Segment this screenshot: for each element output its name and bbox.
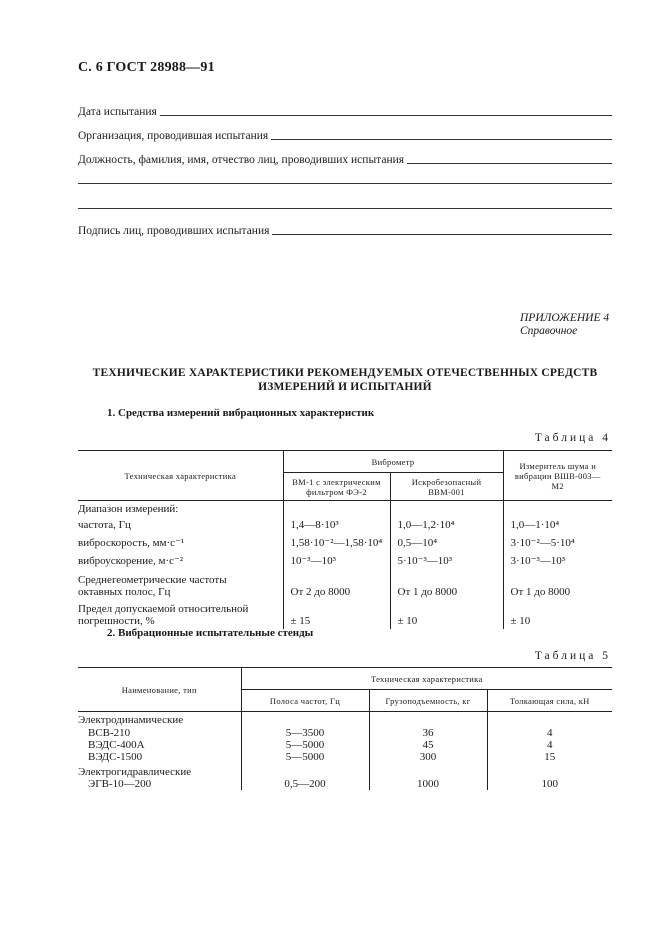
- t5-cell-freq: 5—5000: [241, 739, 369, 751]
- t5-group-label: Электрогидравлические: [78, 765, 192, 778]
- appendix-block: [520, 312, 609, 338]
- t4-cell-vbm: 1,0—1,2·10⁴: [390, 516, 503, 534]
- table-4-caption: Таблица 4: [534, 432, 611, 444]
- t4-cell-vshv: 3·10⁻²—5·10⁴: [503, 534, 612, 552]
- t4-cell-vbm: 5·10⁻³—10³: [390, 552, 503, 570]
- t4-cell-vm1: 1,4—8·10³: [283, 516, 390, 534]
- t5-cell-force: 15: [487, 751, 612, 763]
- t5-cell-load: 1000: [369, 778, 487, 790]
- t4-head-vbm: Искробезопасный ВВМ-001: [390, 473, 503, 501]
- signature-label: Подпись лиц, проводивших испытания: [78, 225, 270, 237]
- section-1-title: 1. Средства измерений вибрационных характеристик: [107, 407, 375, 419]
- persons-field: [78, 151, 612, 166]
- table-row: [78, 751, 612, 763]
- table-5: [78, 667, 612, 790]
- t5-cell-load: 36: [369, 727, 487, 739]
- t4-cell-vm1: 1,58·10⁻²—1,58·10⁴: [283, 534, 390, 552]
- org-field: [78, 127, 612, 142]
- org-label: Организация, проводившая испытания: [78, 130, 269, 142]
- t5-cell-freq: 5—5000: [241, 751, 369, 763]
- table-row: [78, 727, 612, 739]
- appendix-title: ПРИЛОЖЕНИЕ 4: [520, 312, 610, 324]
- t5-cell-force: 4: [487, 739, 612, 751]
- table-4: [78, 450, 612, 629]
- date-label: Дата испытания: [78, 106, 157, 118]
- t5-cell-freq: 0,5—200: [241, 778, 369, 790]
- table-5-caption: Таблица 5: [534, 650, 611, 662]
- t4-cell-vshv: 3·10⁻³—10³: [503, 552, 612, 570]
- t4-octave-label: Среднегеометрические частоты: [78, 573, 227, 586]
- t5-head-load: Грузоподъемность, кг: [369, 690, 487, 712]
- t4-cell-name: виброскорость, мм·с⁻¹: [78, 536, 185, 549]
- t5-head-group: Техническая характеристика: [241, 668, 612, 690]
- t4-cell-vm1: От 2 до 8000: [283, 570, 390, 598]
- date-line: [160, 115, 612, 116]
- t5-cell-load: 45: [369, 739, 487, 751]
- t4-cell-vbm: ± 10: [390, 598, 503, 629]
- table-row: [78, 552, 612, 570]
- t5-group-label: Электродинамические: [78, 714, 184, 726]
- t4-cell-name: виброускорение, м·с⁻²: [78, 554, 184, 567]
- t5-head-force: Толкающая сила, кН: [487, 690, 612, 712]
- t5-head-name: Наименование, тип: [78, 668, 241, 712]
- t5-cell-name: ВСВ-210: [88, 726, 131, 739]
- date-field: [78, 103, 612, 118]
- t4-error-label: Предел допускаемой относительной: [78, 602, 249, 615]
- appendix-subtitle: Справочное: [520, 325, 578, 337]
- t4-head-vm1: ВМ-1 с электрическим фильтром ФЭ-2: [283, 473, 390, 501]
- t5-cell-name: ВЭДС-400А: [88, 738, 145, 751]
- main-title: ТЕХНИЧЕСКИЕ ХАРАКТЕРИСТИКИ РЕКОМЕНДУЕМЫХ ОТЕЧЕСТВЕННЫХ СРЕДСТВ ИЗМЕРЕНИЙ И ИСПЫТАНИЙ: [92, 367, 598, 393]
- t4-error-label: погрешности, %: [78, 614, 155, 627]
- t4-head-group: Виброметр: [283, 451, 503, 473]
- t5-cell-freq: 5—3500: [241, 727, 369, 739]
- persons-line: [407, 163, 612, 164]
- t4-cell-name: частота, Гц: [78, 518, 131, 531]
- persons-label: Должность, фамилия, имя, отчество лиц, проводивших испытания: [78, 154, 405, 166]
- t5-cell-name: ЭГВ-10—200: [88, 777, 152, 790]
- t4-cell-vm1: 10⁻³—10³: [283, 552, 390, 570]
- t4-head-param: Техническая характеристика: [78, 451, 283, 501]
- t4-cell-vshv: От 1 до 8000: [503, 570, 612, 598]
- t4-head-vshv: Измеритель шума и вибрации ВШВ-003—М2: [503, 451, 612, 501]
- t4-cell-vbm: 0,5—10⁴: [390, 534, 503, 552]
- section-2-title: 2. Вибрационные испытательные стенды: [107, 627, 314, 639]
- table-row: [78, 739, 612, 751]
- t5-cell-load: 300: [369, 751, 487, 763]
- signature-field: [78, 222, 612, 237]
- t4-cell-vbm: От 1 до 8000: [390, 570, 503, 598]
- blank-line: [78, 208, 612, 209]
- t5-cell-force: 100: [487, 778, 612, 790]
- table-row: [78, 534, 612, 552]
- t4-cell-vm1: ± 15: [283, 598, 390, 629]
- t4-range-label: Диапазон измерений:: [78, 503, 179, 515]
- t4-cell-vshv: 1,0—1·10⁴: [503, 516, 612, 534]
- t4-octave-label: октавных полос, Гц: [78, 585, 171, 598]
- signature-line: [272, 234, 612, 235]
- page-header: С. 6 ГОСТ 28988—91: [78, 60, 215, 75]
- table-row: [78, 598, 612, 629]
- table-row: [78, 516, 612, 534]
- blank-line: [78, 183, 612, 184]
- table-row: [78, 778, 612, 790]
- t4-cell-vshv: ± 10: [503, 598, 612, 629]
- org-line: [271, 139, 612, 140]
- t5-head-freq: Полоса частот, Гц: [241, 690, 369, 712]
- table-row: [78, 570, 612, 598]
- t5-cell-name: ВЭДС-1500: [88, 750, 143, 763]
- t5-cell-force: 4: [487, 727, 612, 739]
